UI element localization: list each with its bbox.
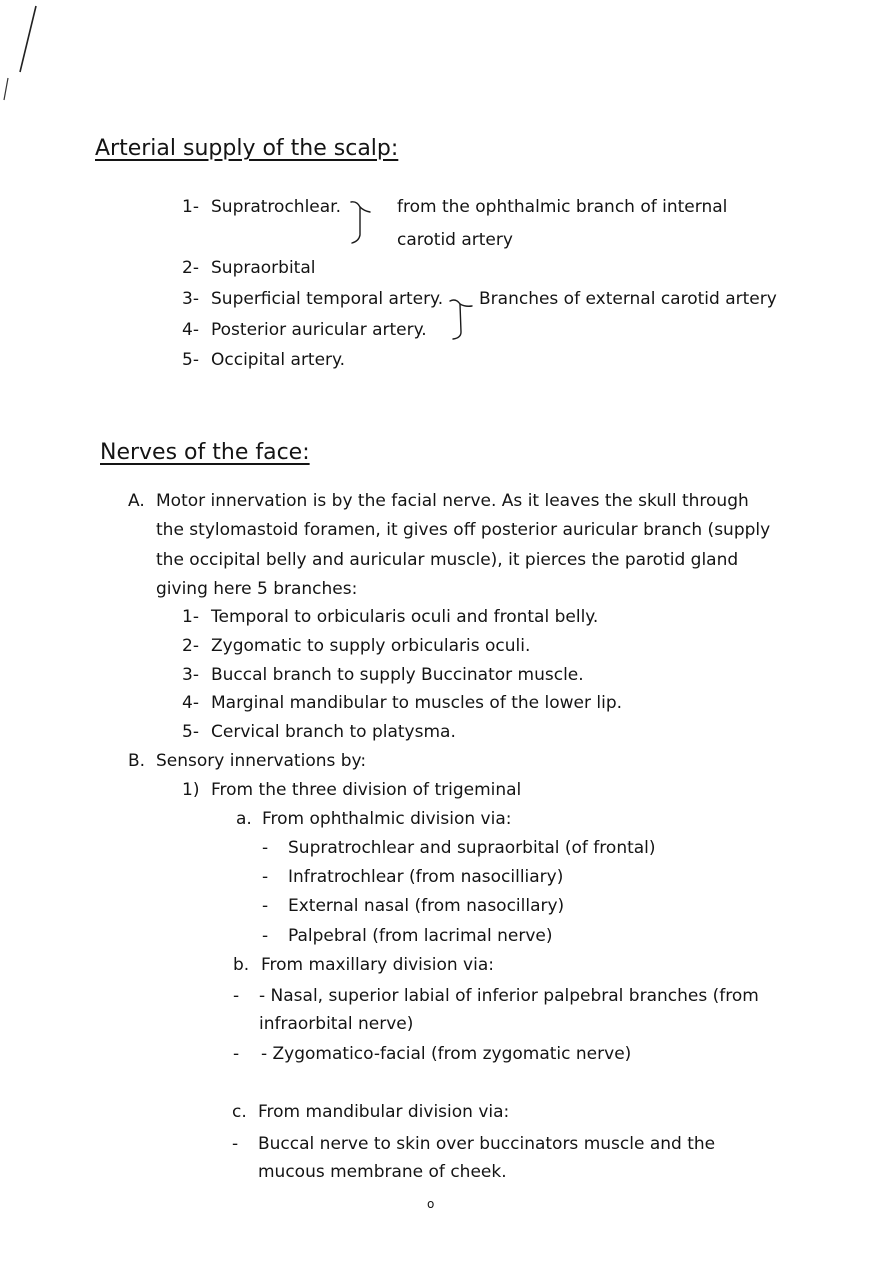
facial-branch-5-number: 5- bbox=[182, 722, 199, 742]
scalp-item-1-text: Supratrochlear. bbox=[211, 197, 341, 217]
internal-carotid-note-line2: carotid artery bbox=[397, 230, 513, 250]
maxillary-marker: b. bbox=[233, 955, 250, 975]
facial-branch-4-number: 4- bbox=[182, 693, 199, 713]
facial-branch-5-text: Cervical branch to platysma. bbox=[211, 722, 456, 742]
ophthalmic-bullet-4: - bbox=[262, 926, 269, 946]
scalp-item-5-number: 5- bbox=[182, 350, 199, 370]
ophthalmic-item-4: Palpebral (from lacrimal nerve) bbox=[288, 926, 553, 946]
external-carotid-note: Branches of external carotid artery bbox=[479, 289, 777, 309]
scalp-item-3-text: Superficial temporal artery. bbox=[211, 289, 444, 309]
motor-line-3: the occipital belly and auricular muscle), it pierces the parotid gland bbox=[156, 550, 739, 570]
scalp-item-2-text: Supraorbital bbox=[211, 258, 316, 278]
ophthalmic-bullet-3: - bbox=[262, 896, 269, 916]
internal-carotid-brace bbox=[348, 196, 378, 248]
ophthalmic-title: From ophthalmic division via: bbox=[262, 809, 512, 829]
facial-branch-3-number: 3- bbox=[182, 665, 199, 685]
scalp-item-5-text: Occipital artery. bbox=[211, 350, 346, 370]
scalp-item-4-text: Posterior auricular artery. bbox=[211, 320, 427, 340]
facial-branch-4-text: Marginal mandibular to muscles of the lower lip. bbox=[211, 693, 623, 713]
mandibular-title: From mandibular division via: bbox=[258, 1102, 510, 1122]
scalp-item-4-number: 4- bbox=[182, 320, 199, 340]
mandibular-item-1-line2: mucous membrane of cheek. bbox=[258, 1162, 507, 1182]
maxillary-item-1-line2: infraorbital nerve) bbox=[259, 1014, 414, 1034]
facial-branch-2-text: Zygomatic to supply orbicularis oculi. bbox=[211, 636, 531, 656]
ophthalmic-item-3: External nasal (from nasocillary) bbox=[288, 896, 565, 916]
maxillary-title: From maxillary division via: bbox=[261, 955, 494, 975]
ophthalmic-marker: a. bbox=[236, 809, 252, 829]
trigeminal-number: 1) bbox=[182, 780, 200, 800]
facial-branch-3-text: Buccal branch to supply Buccinator muscle. bbox=[211, 665, 584, 685]
mandibular-bullet-1: - bbox=[232, 1134, 239, 1154]
sensory-marker: B. bbox=[128, 751, 146, 771]
facial-branch-1-number: 1- bbox=[182, 607, 199, 627]
scalp-item-3-number: 3- bbox=[182, 289, 199, 309]
nerves-heading: Nerves of the face: bbox=[100, 440, 310, 465]
trigeminal-text: From the three division of trigeminal bbox=[211, 780, 522, 800]
mandibular-item-1-line1: Buccal nerve to skin over buccinators muscle and the bbox=[258, 1134, 716, 1154]
scalp-item-2-number: 2- bbox=[182, 258, 199, 278]
internal-carotid-note-line1: from the ophthalmic branch of internal bbox=[397, 197, 728, 217]
ophthalmic-item-1: Supratrochlear and supraorbital (of frontal) bbox=[288, 838, 656, 858]
scalp-item-1-number: 1- bbox=[182, 197, 199, 217]
ophthalmic-bullet-1: - bbox=[262, 838, 269, 858]
facial-branch-1-text: Temporal to orbicularis oculi and frontal belly. bbox=[211, 607, 599, 627]
external-carotid-brace bbox=[447, 292, 477, 346]
motor-marker: A. bbox=[128, 491, 145, 511]
motor-line-2: the stylomastoid foramen, it gives off posterior auricular branch (supply bbox=[156, 520, 771, 540]
motor-line-4: giving here 5 branches: bbox=[156, 579, 358, 599]
sensory-title: Sensory innervations by: bbox=[156, 751, 367, 771]
maxillary-item-2: - Zygomatico-facial (from zygomatic nerve) bbox=[261, 1044, 632, 1064]
maxillary-bullet-2: - bbox=[233, 1044, 240, 1064]
scalp-heading: Arterial supply of the scalp: bbox=[95, 136, 399, 161]
maxillary-item-1-line1: - Nasal, superior labial of inferior palpebral branches (from bbox=[259, 986, 759, 1006]
maxillary-bullet-1: - bbox=[233, 986, 240, 1006]
scan-margin-marks bbox=[0, 0, 60, 110]
motor-line-1: Motor innervation is by the facial nerve. As it leaves the skull through bbox=[156, 491, 749, 511]
ophthalmic-item-2: Infratrochlear (from nasocilliary) bbox=[288, 867, 564, 887]
mandibular-marker: c. bbox=[232, 1102, 247, 1122]
page-mark: o bbox=[427, 1197, 435, 1211]
ophthalmic-bullet-2: - bbox=[262, 867, 269, 887]
facial-branch-2-number: 2- bbox=[182, 636, 199, 656]
